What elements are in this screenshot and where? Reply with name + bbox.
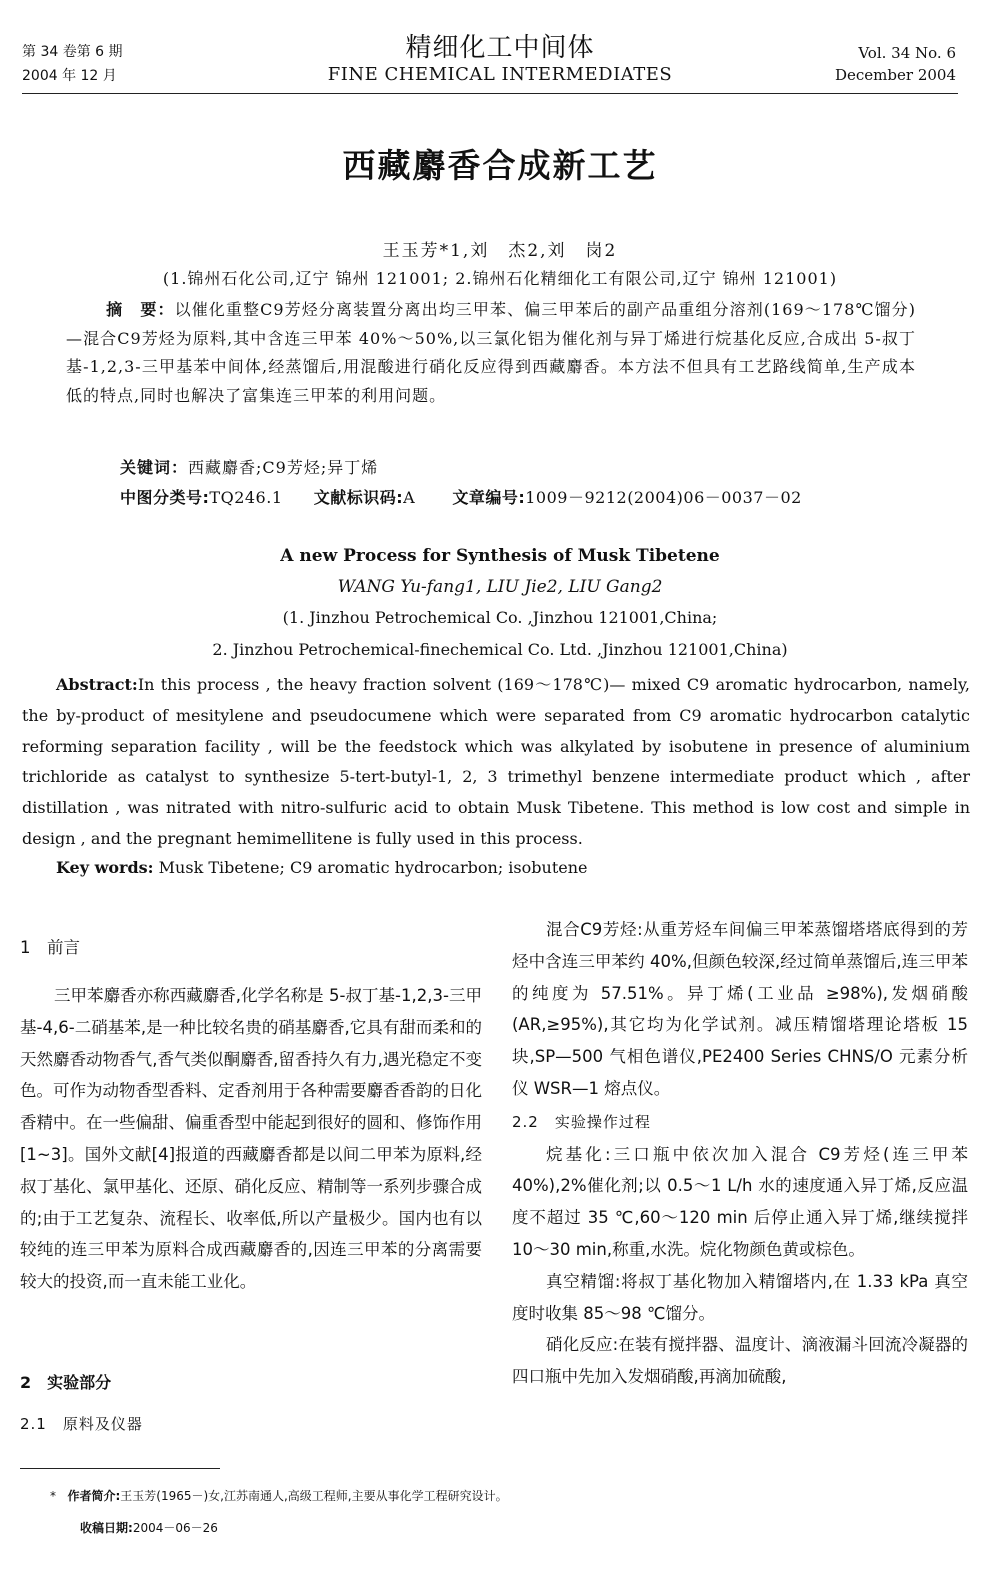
- english-keywords-text: Musk Tibetene; C9 aromatic hydrocarbon; isobutene: [158, 858, 588, 877]
- journal-name-cn: 精细化工中间体: [405, 33, 595, 63]
- section-2-2-title: 2.2 实验操作过程: [512, 1112, 651, 1131]
- author-bio-text: 王玉芳(1965－)女,江苏南通人,高级工程师,主要从事化学工程研究设计。: [120, 1489, 508, 1503]
- received-date-label: 收稿日期:: [80, 1521, 133, 1535]
- paragraph: 三甲苯麝香亦称西藏麝香,化学名称是 5-叔丁基-1,2,3-三甲基-4,6-二硝基苯,是一种比较名贵的硝基麝香,它具有甜而柔和的天然麝香动物香气,香气类似酮麝香,留香持久有力,遇光稳定不变色。可作为动物香型香料、定香剂用于各种需要麝香香韵的日化香精中。在一些偏甜、偏重香型中能起到很好的圆和、修饰作用[1~3]。国外文献[4]报道的西藏麝香都是以间二甲苯为原料,经叔丁基化、氯甲基化、还原、硝化反应、精制等一系列步骤合成的;由于工艺复杂、流程长、收率低,所以产量极少。国内也有以较纯的连三甲苯为原料合成西藏麝香的,因连三甲苯的分离需要较大的投资,而一直未能工业化。: [20, 986, 482, 1292]
- volume-cn: 第 34 卷第 6 期: [22, 44, 123, 60]
- english-abstract: [22, 670, 970, 855]
- section-1-heading: 1 前言: [20, 938, 80, 957]
- doc-code-value: A: [403, 488, 416, 507]
- english-keywords: [56, 856, 587, 880]
- volume-en: Vol. 34 No. 6: [858, 44, 956, 62]
- english-authors: WANG Yu-fang1, LIU Jie2, LIU Gang2: [337, 577, 663, 597]
- english-affiliation-2: 2. Jinzhou Petrochemical-finechemical Co. Ltd. ,Jinzhou 121001,China): [212, 640, 788, 659]
- abstract-cn: [66, 296, 916, 410]
- paragraph: 烷基化:三口瓶中依次加入混合 C9芳烃(连三甲苯 40%),2%催化剂;以 0.5～1 L/h 水的速度通入异丁烯,反应温度不超过 35 ℃,60～120 min 后停止通入异丁烯,继续搅拌 10～30 min,称重,水洗。烷化物颜色黄或棕色。: [512, 1144, 968, 1259]
- clc-label: 中图分类号:: [120, 488, 210, 507]
- footnote-rule: [20, 1468, 220, 1469]
- date-cn: 2004 年 12 月: [22, 68, 117, 84]
- paragraph: 硝化反应:在装有搅拌器、温度计、滴液漏斗回流冷凝器的四口瓶中先加入发烟硝酸,再滴加硫酸,: [512, 1335, 968, 1387]
- date-en: December 2004: [835, 66, 956, 84]
- english-affiliation-1: (1. Jinzhou Petrochemical Co. ,Jinzhou 121001,China;: [282, 608, 718, 627]
- english-abstract-label: Abstract:: [56, 675, 138, 694]
- article-no-label: 文章编号:: [452, 488, 526, 507]
- english-keywords-label: Key words:: [56, 858, 154, 877]
- author-bio-label: 作者简介:: [67, 1489, 121, 1503]
- english-title: A new Process for Synthesis of Musk Tibetene: [280, 546, 720, 566]
- section-2-1-heading: [20, 1408, 482, 1441]
- authors-cn: 王玉芳*1,刘 杰2,刘 岗2: [382, 241, 618, 261]
- keywords-cn-text: 西藏麝香;C9芳烃;异丁烯: [188, 458, 379, 477]
- received-date-value: 2004－06－26: [132, 1521, 218, 1535]
- issue-info-en: [835, 42, 956, 86]
- section-2-1-title: 2.1 原料及仪器: [20, 1415, 143, 1433]
- section-1-body: [20, 980, 482, 1298]
- header-rule: [22, 93, 958, 94]
- right-column: [512, 914, 968, 1393]
- doc-code-label: 文献标识码:: [313, 488, 404, 507]
- english-abstract-text: In this process , the heavy fraction solvent (169～178℃)— mixed C9 aromatic hydrocarbon, namely, the by-product of mesitylene and pseudocumene which were separated from C9 aromatic hydrocarbon catalytic reforming separation facility , will be the feedstock which was alkylated by isobutene in presence of aluminium trichloride as catalyst to synthesize 5-tert-butyl-1, 2, 3 trimethyl benzene intermediate product which , after distillation , was nitrated with nitro-sulfuric acid to obtain Musk Tibetene. This method is low cost and simple in design , and the pregnant hemimellitene is fully used in this process.: [22, 675, 970, 848]
- paragraph: 真空精馏:将叔丁基化物加入精馏塔内,在 1.33 kPa 真空度时收集 85～98 ℃馏分。: [512, 1271, 968, 1323]
- abstract-cn-label: 摘 要：: [106, 300, 175, 319]
- article-no-value: 1009－9212(2004)06－0037－02: [525, 488, 802, 507]
- clc-value: TQ246.1: [209, 488, 283, 507]
- paper-title: 西藏麝香合成新工艺: [342, 146, 658, 185]
- abstract-cn-text: 以催化重整C9芳烃分离装置分离出均三甲苯、偏三甲苯后的副产品重组分溶剂(169～178℃馏分)—混合C9芳烃为原料,其中含连三甲苯 40%～50%,以三氯化铝为催化剂与异丁烯进行烷基化反应,合成出 5-叔丁基-1,2,3-三甲基苯中间体,经蒸馏后,用混酸进行硝化反应得到西藏麝香。本方法不但具有工艺路线简单,生产成本低的特点,同时也解决了富集连三甲苯的利用问题。: [66, 300, 916, 405]
- received-date: [80, 1518, 218, 1538]
- author-bio: [50, 1486, 508, 1506]
- keywords-cn: [120, 456, 378, 480]
- affiliation-cn: (1.锦州石化公司,辽宁 锦州 121001; 2.锦州石化精细化工有限公司,辽宁 锦州 121001): [162, 269, 838, 288]
- keywords-cn-label: 关键词：: [120, 458, 189, 477]
- journal-name-en: FINE CHEMICAL INTERMEDIATES: [327, 64, 673, 85]
- paragraph: 混合C9芳烃:从重芳烃车间偏三甲苯蒸馏塔塔底得到的芳烃中含连三甲苯约 40%,但颜色较深,经过简单蒸馏后,连三甲苯的纯度为 57.51%。异丁烯(工业品 ≥98%),发烟硝酸(AR,≥95%),其它均为化学试剂。减压精馏塔理论塔板 15 块,SP—500 气相色谱仪,PE2400 Series CHNS/O 元素分析仪 WSR—1 熔点仪。: [512, 920, 968, 1098]
- classification-line: [120, 486, 802, 510]
- section-2-heading: [20, 1367, 482, 1399]
- section-2-title: 2 实验部分: [20, 1373, 112, 1392]
- footnote-marker: *: [50, 1489, 56, 1503]
